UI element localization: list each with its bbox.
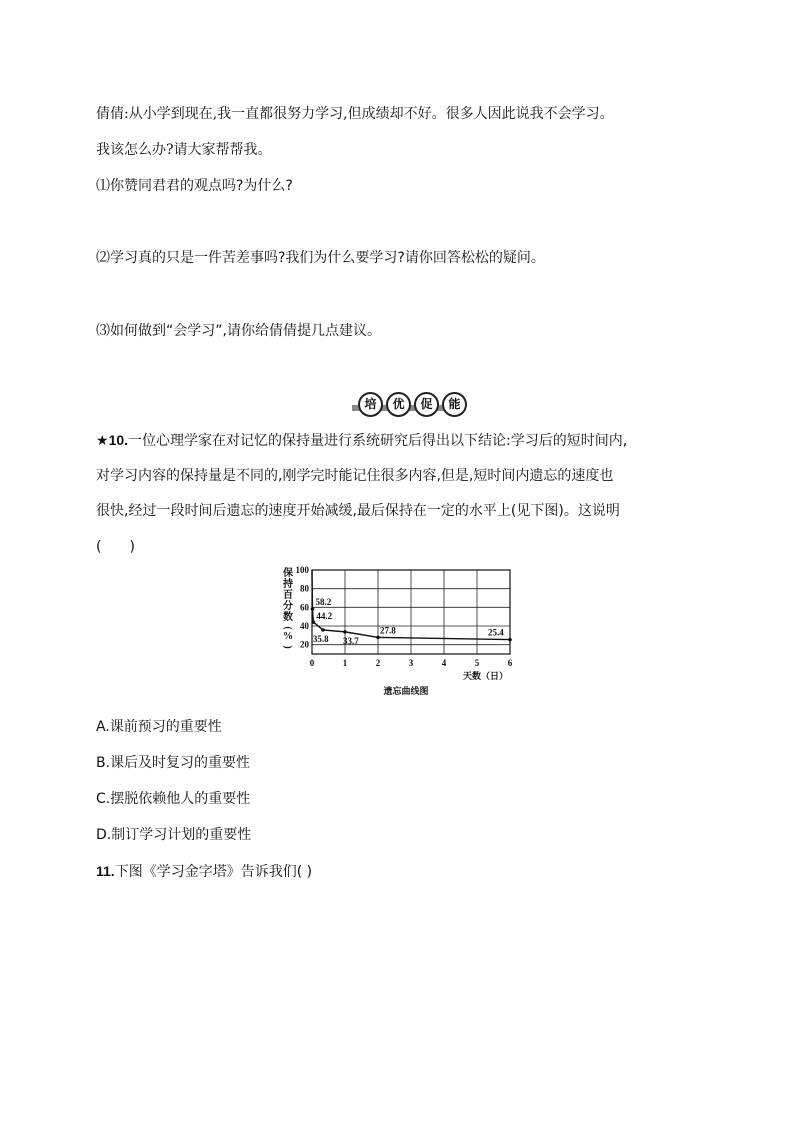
question-10-line-2: 对学习内容的保持量是不同的,刚学完时能记住很多内容,但是,短时间内遗忘的速度也 [96, 468, 614, 484]
y-axis-label-char: 百 [283, 590, 293, 601]
question-11-text: 下图《学习金字塔》告诉我们( ) [114, 864, 313, 880]
qingqing-statement-line-1: 倩倩:从小学到现在,我一直都很努力学习,但成绩却不好。很多人因此说我不会学习。 [96, 106, 614, 122]
y-axis-label-char: 分 [283, 601, 293, 612]
data-point [321, 628, 325, 632]
forgetting-curve-chart [270, 562, 520, 710]
y-axis-label-char: 持 [283, 579, 293, 590]
data-label: 58.2 [315, 597, 332, 608]
y-tick-label: 20 [300, 639, 309, 650]
section-banner-title [358, 392, 467, 417]
y-tick-label: 40 [300, 621, 309, 631]
y-axis-label-char: ( [282, 626, 293, 630]
data-label: 35.8 [312, 633, 329, 644]
x-tick-label: 5 [474, 658, 480, 668]
section-banner-char-3: 促 [414, 392, 439, 417]
star-icon: ★ [96, 433, 109, 449]
section-banner-char-1: 培 [358, 392, 383, 417]
question-10-answer-blank: ( ) [96, 539, 135, 555]
chart-grid [312, 570, 510, 654]
data-point [311, 607, 315, 611]
y-tick-label: 60 [300, 602, 309, 613]
chart-axes [282, 565, 513, 696]
data-point [508, 638, 512, 642]
question-11-number: 11. [96, 863, 115, 879]
sub-question-1: ⑴你赞同君君的观点吗?为什么? [96, 178, 293, 194]
chart-title: 遗忘曲线图 [383, 686, 429, 696]
data-point [312, 620, 316, 624]
y-tick-label: 100 [295, 565, 309, 575]
data-label: 33.7 [343, 635, 359, 646]
sub-question-3: ⑶如何做到“会学习”,请你给倩倩提几点建议。 [96, 323, 381, 339]
x-tick-label: 4 [441, 658, 447, 668]
x-tick-label: 6 [507, 658, 513, 668]
sub-question-2: ⑵学习真的只是一件苦差事吗?我们为什么要学习?请你回答松松的疑问。 [96, 250, 545, 266]
section-banner-char-2: 优 [386, 392, 411, 417]
question-10-number: 10. [108, 432, 129, 448]
data-point [376, 636, 380, 640]
qingqing-statement-line-2: 我该怎么办?请大家帮帮我。 [96, 142, 272, 158]
x-tick-label: 1 [342, 658, 348, 668]
option-d: D.制订学习计划的重要性 [96, 827, 252, 843]
question-10-line-3: 很快,经过一段时间后遗忘的速度开始减缓,最后保持在一定的水平上(见下图)。这说明 [96, 503, 620, 519]
y-tick-label: 80 [300, 583, 309, 594]
x-tick-label: 2 [375, 658, 381, 668]
y-axis-label-char: 数 [283, 612, 293, 623]
data-label: 44.2 [316, 611, 333, 622]
data-label: 25.4 [488, 627, 504, 638]
section-banner-char-4: 能 [442, 392, 467, 417]
option-b: B.课后及时复习的重要性 [96, 755, 251, 771]
option-c: C.摆脱依赖他人的重要性 [96, 791, 251, 807]
section-banner [352, 392, 464, 416]
x-axis-label: 天数（日） [462, 671, 508, 681]
question-10-line-1 [96, 430, 627, 451]
x-tick-label: 0 [309, 658, 315, 668]
option-a: A.课前预习的重要性 [96, 719, 222, 735]
x-tick-label: 3 [408, 658, 414, 668]
y-axis-label-char: ) [282, 645, 293, 649]
question-11 [96, 861, 312, 882]
y-axis-label-char: 保 [283, 568, 293, 579]
data-label: 27.8 [380, 625, 396, 636]
data-point [343, 630, 347, 634]
y-axis-label-char: % [283, 631, 293, 642]
forgetting-curve-svg [270, 562, 520, 710]
question-10-text-1: 一位心理学家在对记忆的保持量进行系统研究后得出以下结论:学习后的短时间内, [128, 433, 628, 449]
